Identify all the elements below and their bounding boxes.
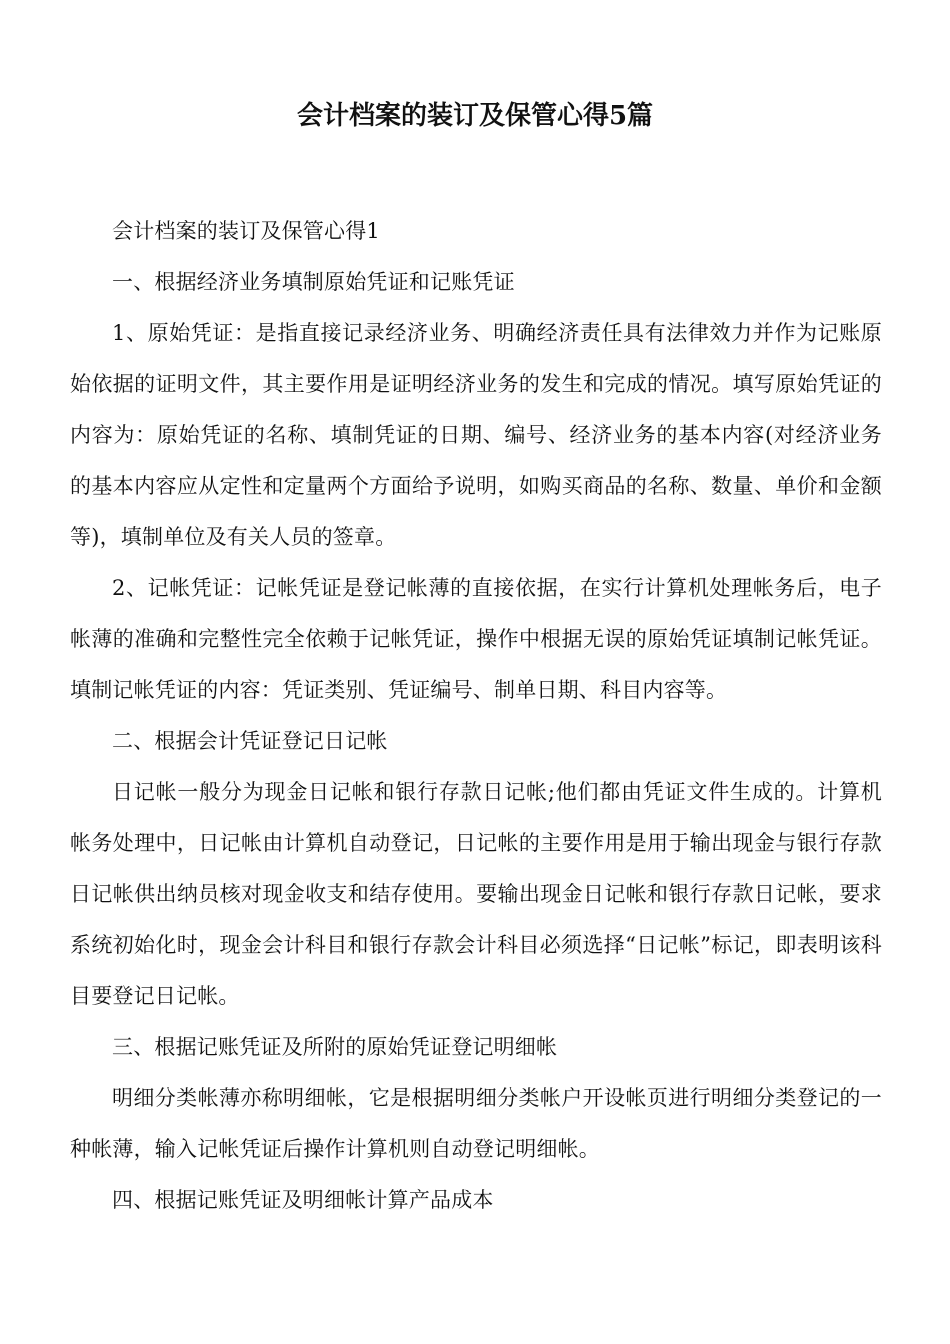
subheading: 三、根据记账凭证及所附的原始凭证登记明细帐	[112, 1035, 558, 1059]
subheading: 一、根据经济业务填制原始凭证和记账凭证	[112, 270, 515, 294]
subheading: 二、根据会计凭证登记日记帐	[112, 729, 388, 753]
paragraph: 日记帐一般分为现金日记帐和银行存款日记帐;他们都由凭证文件生成的。计算机帐务处理中，日记帐由计算机自动登记，日记帐的主要作用是用于输出现金与银行存款日记帐供出纳员核对现金收支和结存使用。要输出现金日记帐和银行存款日记帐，要求系统初始化时，现金会计科目和银行存款会计科目必须选择“日记帐”标记，即表明该科目要登记日记帐。	[70, 780, 882, 1008]
paragraph: 明细分类帐薄亦称明细帐，它是根据明细分类帐户开设帐页进行明细分类登记的一种帐薄，输入记帐凭证后操作计算机则自动登记明细帐。	[70, 1086, 882, 1161]
section-heading: 会计档案的装订及保管心得1	[112, 219, 380, 243]
paragraph: 2、记帐凭证：记帐凭证是登记帐薄的直接依据，在实行计算机处理帐务后，电子帐薄的准确和完整性完全依赖于记帐凭证，操作中根据无误的原始凭证填制记帐凭证。填制记帐凭证的内容：凭证类别、凭证编号、制单日期、科目内容等。	[70, 576, 882, 702]
paragraph: 1、原始凭证：是指直接记录经济业务、明确经济责任具有法律效力并作为记账原始依据的证明文件，其主要作用是证明经济业务的发生和完成的情况。填写原始凭证的内容为：原始凭证的名称、填制凭证的日期、编号、经济业务的基本内容(对经济业务的基本内容应从定性和定量两个方面给予说明，如购买商品的名称、数量、单价和金额等)，填制单位及有关人员的签章。	[70, 321, 882, 549]
document-body	[70, 206, 882, 1226]
subheading: 四、根据记账凭证及明细帐计算产品成本	[112, 1188, 494, 1212]
document-title: 会计档案的装订及保管心得5篇	[296, 101, 654, 131]
